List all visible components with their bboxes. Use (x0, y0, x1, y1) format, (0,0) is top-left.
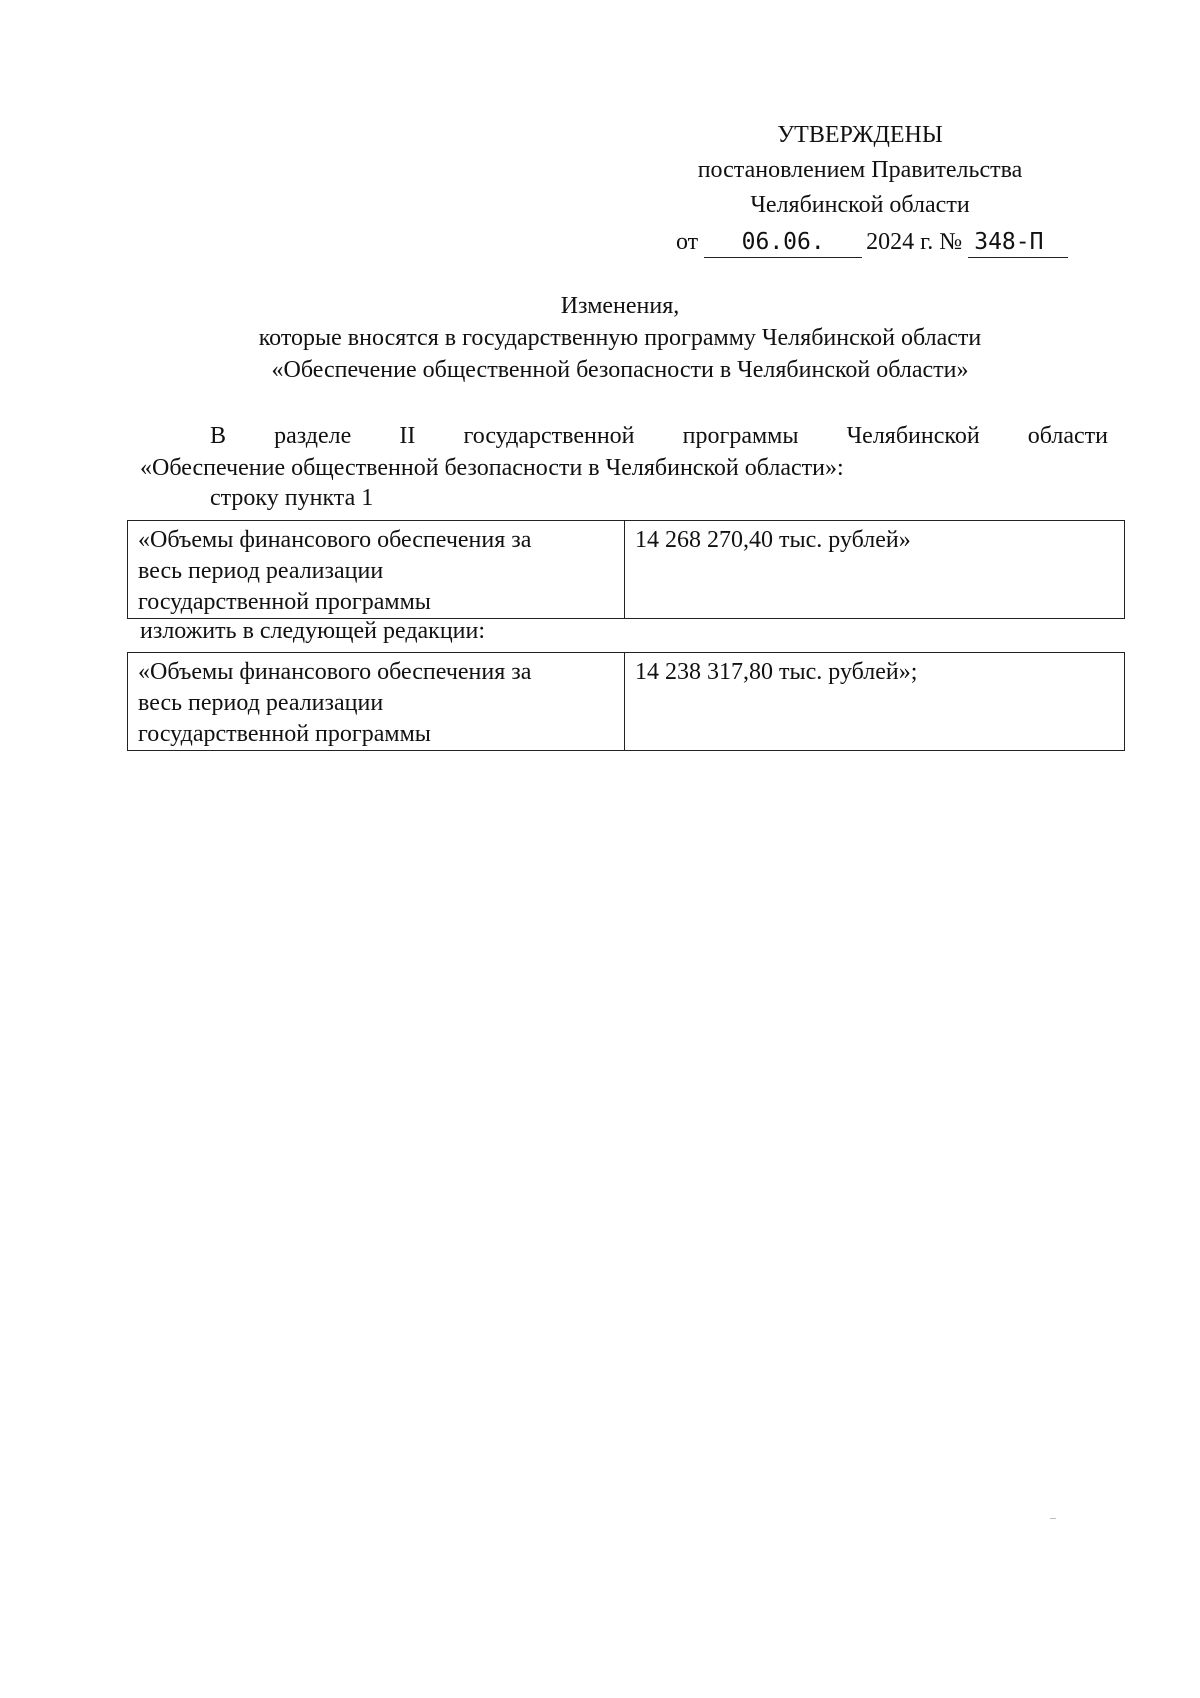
from-label: от (676, 229, 699, 255)
intro-paragraph (140, 420, 1108, 484)
old-row-name-line-3: государственной программы (138, 589, 431, 615)
scan-speck (1050, 1518, 1056, 1519)
approval-line-2: Челябинской области (750, 192, 970, 218)
approval-title: УТВЕРЖДЕНЫ (777, 122, 943, 148)
new-row-name-cell (128, 653, 625, 751)
heading-line-2: «Обеспечение общественной безопасности в Челябинской области» (271, 357, 969, 383)
intro-line-1: В разделе II государственной программы Челябинской области (210, 423, 1108, 449)
table-row (128, 521, 1125, 619)
new-row-name-line-3: государственной программы (138, 721, 431, 747)
new-row-name-line-2: весь период реализации (138, 690, 384, 716)
approval-stamp (640, 118, 1080, 260)
table-row (128, 653, 1125, 751)
approval-date: 06.06. (704, 227, 862, 258)
old-row-name-line-2: весь период реализации (138, 558, 384, 584)
old-row-value-cell: 14 268 270,40 тыс. рублей» (625, 521, 1125, 619)
old-row-name-line-1: «Объемы финансового обеспечения за (138, 527, 532, 553)
approval-date-line (676, 225, 1080, 260)
year-label: 2024 г. № (866, 229, 963, 255)
row-label: строку пункта 1 (210, 485, 374, 511)
approval-number: 348-П (968, 227, 1068, 258)
document-heading (120, 290, 1120, 386)
new-row-table (127, 652, 1125, 751)
restate-label: изложить в следующей редакции: (140, 618, 486, 644)
new-row-name-line-1: «Объемы финансового обеспечения за (138, 659, 532, 685)
old-row-table (127, 520, 1125, 619)
new-row-value-cell: 14 238 317,80 тыс. рублей»; (625, 653, 1125, 751)
heading-line-1: которые вносятся в государственную программу Челябинской области (258, 325, 982, 351)
old-row-name-cell (128, 521, 625, 619)
intro-line-2: «Обеспечение общественной безопасности в Челябинской области»: (140, 455, 844, 481)
approval-line-1: постановлением Правительства (697, 157, 1023, 183)
heading-title: Изменения, (560, 293, 680, 319)
